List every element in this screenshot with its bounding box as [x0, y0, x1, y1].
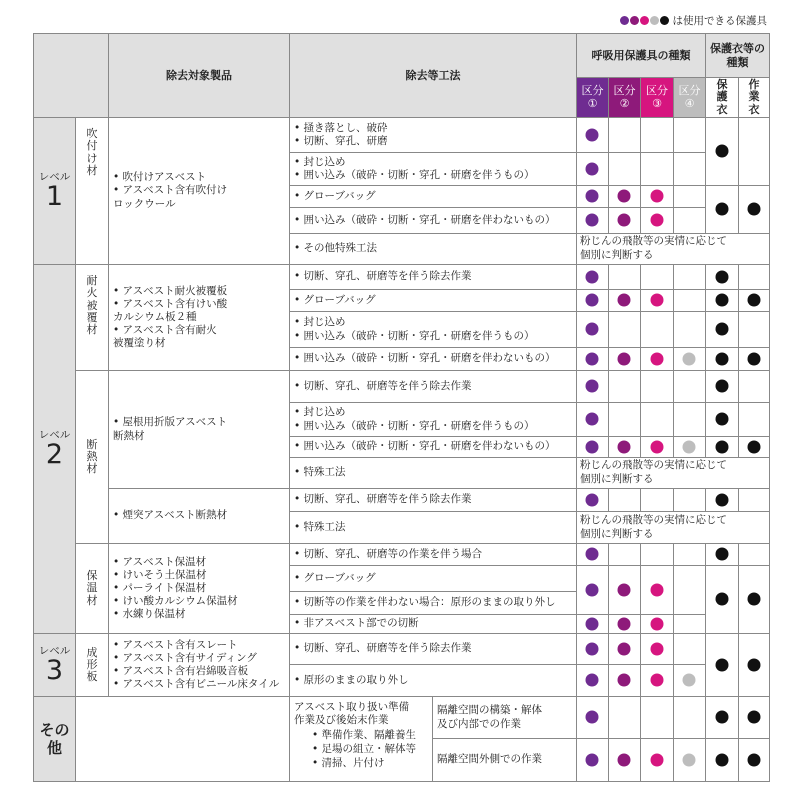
resp-cell-k3-r2 [640, 152, 674, 186]
header-product-text: 除去対象製品 [166, 68, 232, 82]
level-2 [33, 264, 76, 634]
dot-sagyoi-rows-9 [747, 352, 760, 365]
resp-cell-k2-r22 [608, 696, 641, 739]
dot-sagyoi-rows-23 [747, 753, 760, 766]
header-sagyoi [738, 77, 770, 118]
category-c2-text: 耐 火 被 覆 材 [86, 274, 98, 337]
level-label: レベル [38, 170, 71, 183]
resp-cell-k4-r8 [673, 311, 706, 348]
resp-cell-k4-r4 [673, 207, 706, 234]
sagyoi-cell-2 [738, 264, 770, 290]
dot-hogoi-rows-20-21 [715, 658, 728, 671]
header-hogoi [705, 77, 739, 118]
dot-k2-row-9 [618, 352, 631, 365]
method-3-text: • グローブバッグ [294, 189, 376, 202]
method-12 [289, 436, 577, 458]
dot-hogoi-rows-8 [715, 323, 728, 336]
dot-k1-row-11 [586, 413, 599, 426]
product-3-text: • 屋根用折版アスベスト 断熱材 [113, 416, 228, 442]
dot-hogoi-rows-1-2 [715, 145, 728, 158]
other-label-text: その 他 [39, 721, 70, 757]
header-kubun3-text: 区分 ③ [646, 83, 668, 110]
product-2 [108, 264, 290, 371]
method-10 [289, 370, 577, 403]
category-c4-text: 保 温 材 [86, 569, 98, 607]
other-method [289, 696, 433, 782]
method-9 [289, 347, 577, 371]
sagyoi-cell-6 [738, 370, 770, 403]
sagyoi-cell-4 [738, 311, 770, 348]
resp-cell-k2-r16 [608, 543, 641, 566]
dot-hogoi-rows-7 [715, 294, 728, 307]
method-4 [289, 207, 577, 234]
legend-dot-kubun2 [630, 16, 639, 25]
resp-cell-k4-r11 [673, 402, 706, 437]
resp-cell-k4-r10 [673, 370, 706, 403]
method-2 [289, 152, 577, 186]
category-c5-text: 成 形 板 [86, 645, 98, 684]
header-sagyoi-text: 作 業 衣 [748, 77, 760, 116]
dot-k1-row-6 [586, 270, 599, 283]
dot-sagyoi-rows-3-4 [747, 203, 760, 216]
method-2-text: • 封じ込め • 囲い込み（破砕・切断・穿孔・研磨を伴うもの） [294, 155, 535, 181]
sagyoi-cell-0 [738, 117, 770, 186]
resp-cell-k2-r1 [608, 117, 641, 153]
other-label [33, 696, 76, 782]
product-6-text: • アスベスト含有スレート • アスベスト含有サイディング • アスベスト含有岩綿吸音板 • アスベスト含有ビニール床タイル [113, 638, 280, 691]
note-1-text: 粉じんの飛散等の実情に応じて 個別に判断する [580, 235, 727, 261]
header-method [289, 33, 577, 118]
legend-dot-kubun4 [650, 16, 659, 25]
sagyoi-cell-10 [738, 543, 770, 566]
method-16 [289, 543, 577, 566]
method-8-text: • 封じ込め • 囲い込み（破砕・切断・穿孔・研磨を伴うもの） [294, 316, 535, 342]
resp-cell-k2-r2 [608, 152, 641, 186]
product-5-text: • アスベスト保温材 • けいそう土保温材 • パーライト保温材 • けい酸カルシウム保温材 • 水練り保温材 [113, 555, 238, 621]
resp-cell-k4-r16 [673, 543, 706, 566]
other-method-sub: • 準備作業、隔離養生 • 足場の組立・解体等 • 清掃、片付け [312, 729, 417, 769]
resp-cell-k3-r6 [640, 264, 674, 290]
note-1 [576, 233, 770, 265]
legend-text: は使用できる保護具 [672, 15, 767, 27]
method-6 [289, 264, 577, 290]
method-17 [289, 565, 577, 592]
header-method-text: 除去等工法 [405, 68, 461, 82]
product-6 [108, 633, 290, 697]
dot-hogoi-rows-16 [715, 548, 728, 561]
dot-k3-row-23 [650, 753, 663, 766]
note-3-text: 粉じんの飛散等の実情に応じて 個別に判断する [580, 513, 727, 540]
dot-hogoi-rows-10 [715, 380, 728, 393]
category-c3-text: 断 熱 材 [86, 437, 98, 476]
category-c5 [75, 633, 109, 697]
method-13-text: • 特殊工法 [294, 466, 346, 479]
product-4-text: • 煙突アスベスト断熱材 [113, 509, 228, 522]
dot-k3-row-17-18 [650, 583, 663, 596]
legend-dot-kubun3 [640, 16, 649, 25]
resp-cell-k4-r14 [673, 488, 706, 512]
method-7-text: • グローブバッグ [294, 293, 376, 306]
dot-k2-row-17-18 [618, 583, 631, 596]
header-kubun1-text: 区分 ① [581, 83, 604, 110]
header-kubun4-text: 区分 ④ [678, 83, 701, 110]
header-hogoi-text: 保 護 衣 [716, 77, 728, 116]
method-16-text: • 切断、穿孔、研磨等の作業を伴う場合 [294, 547, 483, 560]
category-c1-text: 吹 付 け 材 [86, 127, 98, 177]
method-21 [289, 664, 577, 697]
resp-cell-k3-r1 [640, 117, 674, 153]
method-3 [289, 185, 577, 208]
header-product [108, 33, 290, 118]
resp-cell-k2-r11 [608, 402, 641, 437]
dot-k2-row-19 [618, 617, 631, 630]
dot-hogoi-rows-9 [715, 352, 728, 365]
product-5 [108, 543, 290, 634]
level-number: 3 [45, 655, 64, 687]
method-1 [289, 117, 577, 153]
method-14 [289, 488, 577, 512]
resp-cell-k4-r7 [673, 289, 706, 312]
header-kubun1 [576, 77, 609, 118]
dot-k1-row-3 [586, 190, 599, 203]
dot-hogoi-rows-23 [715, 753, 728, 766]
legend-dot-black [660, 16, 669, 25]
sagyoi-cell-7 [738, 402, 770, 437]
dot-hogoi-rows-11 [715, 413, 728, 426]
product-1-text: • 吹付けアスベスト • アスベスト含有吹付け ロックウール [113, 171, 228, 210]
dot-k1-row-4 [586, 214, 599, 227]
dot-k4-row-12 [683, 440, 696, 453]
resp-cell-k4-r17 [673, 565, 706, 615]
dot-k1-row-10 [586, 380, 599, 393]
other-method-main: アスベスト取り扱い準備 作業及び後始末作業 [294, 701, 410, 727]
product-4 [108, 488, 290, 544]
product-1 [108, 117, 290, 265]
resp-cell-k4-r1 [673, 117, 706, 153]
dot-k3-row-4 [650, 214, 663, 227]
method-12-text: • 囲い込み（破砕・切断・穿孔・研磨を伴わないもの） [294, 440, 556, 453]
dot-k1-row-21 [586, 674, 599, 687]
dot-k2-row-23 [618, 753, 631, 766]
method-21-text: • 原形のままの取り外し [294, 673, 409, 686]
dot-k1-row-20 [586, 642, 599, 655]
dot-k1-row-16 [586, 548, 599, 561]
dot-k2-row-3 [618, 190, 631, 203]
dot-sagyoi-rows-12 [747, 440, 760, 453]
method-15-text: • 特殊工法 [294, 520, 346, 533]
dot-k4-row-23 [683, 753, 696, 766]
resp-cell-k4-r22 [673, 696, 706, 739]
sagyoi-cell-9 [738, 488, 770, 512]
protective-equipment-table [33, 33, 769, 781]
resp-cell-k3-r16 [640, 543, 674, 566]
dot-k1-row-8 [586, 323, 599, 336]
other-method-b [432, 738, 577, 782]
dot-sagyoi-rows-17-19 [747, 593, 760, 606]
resp-cell-k3-r14 [640, 488, 674, 512]
resp-cell-k2-r6 [608, 264, 641, 290]
dot-sagyoi-rows-20-21 [747, 658, 760, 671]
method-6-text: • 切断、穿孔、研磨等を伴う除去作業 [294, 270, 472, 283]
resp-cell-k3-r11 [640, 402, 674, 437]
dot-k3-row-19 [650, 617, 663, 630]
resp-cell-k2-r10 [608, 370, 641, 403]
resp-cell-k3-r10 [640, 370, 674, 403]
method-9-text: • 囲い込み（破砕・切断・穿孔・研磨を伴わないもの） [294, 352, 556, 365]
legend-dot-kubun1 [620, 16, 629, 25]
product-3 [108, 370, 290, 489]
note-2 [576, 457, 770, 489]
dot-k1-row-19 [586, 617, 599, 630]
method-14-text: • 切断、穿孔、研磨等を伴う除去作業 [294, 493, 472, 506]
resp-cell-k3-r22 [640, 696, 674, 739]
resp-cell-k3-r8 [640, 311, 674, 348]
resp-cell-k2-r14 [608, 488, 641, 512]
dot-k1-row-12 [586, 440, 599, 453]
dot-k3-row-3 [650, 190, 663, 203]
method-11 [289, 402, 577, 437]
header-respirator-text: 呼吸用保護具の種類 [591, 48, 691, 62]
other-product-blank [75, 696, 290, 782]
dot-hogoi-rows-22 [715, 711, 728, 724]
method-10-text: • 切断、穿孔、研磨等を伴う除去作業 [294, 379, 472, 392]
category-c4 [75, 543, 109, 634]
method-11-text: • 封じ込め • 囲い込み（破砕・切断・穿孔・研磨を伴うもの） [294, 406, 535, 432]
header-kubun2-text: 区分 ② [613, 83, 636, 110]
dot-k3-row-20 [650, 642, 663, 655]
dot-sagyoi-rows-22 [747, 711, 760, 724]
header-kubun4 [673, 77, 706, 118]
level-label: レベル [38, 644, 71, 657]
dot-k2-row-7 [618, 294, 631, 307]
dot-hogoi-rows-14 [715, 493, 728, 506]
dot-k2-row-12 [618, 440, 631, 453]
method-20 [289, 633, 577, 665]
category-c1 [75, 117, 109, 265]
note-3 [576, 511, 770, 544]
header-clothing [705, 33, 770, 78]
dot-k3-row-9 [650, 352, 663, 365]
resp-cell-k4-r6 [673, 264, 706, 290]
method-19 [289, 614, 577, 634]
dot-k3-row-12 [650, 440, 663, 453]
method-5-text: • その他特殊工法 [294, 242, 378, 255]
level-number: 2 [45, 439, 64, 471]
dot-hogoi-rows-6 [715, 270, 728, 283]
header-clothing-text: 保護衣等の種類 [710, 41, 765, 69]
header-respirator [576, 33, 706, 78]
dot-k2-row-4 [618, 214, 631, 227]
dot-k3-row-7 [650, 294, 663, 307]
dot-k1-row-1 [586, 128, 599, 141]
category-c2 [75, 264, 109, 371]
level-label: レベル [38, 428, 71, 441]
level-1 [33, 117, 76, 265]
method-7 [289, 289, 577, 312]
method-5 [289, 233, 577, 265]
other-method-a-text: 隔離空間の構築・解体 及び内部での作業 [437, 704, 542, 730]
legend [620, 13, 768, 28]
resp-cell-k4-r20 [673, 633, 706, 665]
resp-cell-k4-r19 [673, 614, 706, 634]
level-3 [33, 633, 76, 697]
method-18 [289, 591, 577, 615]
dot-k1-row-23 [586, 753, 599, 766]
method-15 [289, 511, 577, 544]
dot-k1-row-14 [586, 493, 599, 506]
method-4-text: • 囲い込み（破砕・切断・穿孔・研磨を伴わないもの） [294, 213, 556, 226]
dot-k1-row-2 [586, 162, 599, 175]
method-19-text: • 非アスベスト部での切断 [294, 617, 419, 630]
dot-hogoi-rows-17-19 [715, 593, 728, 606]
dot-k1-row-7 [586, 294, 599, 307]
other-method-a [432, 696, 577, 739]
dot-k2-row-21 [618, 674, 631, 687]
note-2-text: 粉じんの飛散等の実情に応じて 個別に判断する [580, 459, 727, 485]
other-method-b-text: 隔離空間外側での作業 [437, 753, 542, 766]
category-c3 [75, 370, 109, 544]
method-13 [289, 457, 577, 489]
dot-k2-row-20 [618, 642, 631, 655]
method-18-text: • 切断等の作業を伴わない場合：原形のままの取り外し [294, 596, 556, 609]
dot-k4-row-21 [683, 674, 696, 687]
dot-sagyoi-rows-7 [747, 294, 760, 307]
resp-cell-k2-r8 [608, 311, 641, 348]
dot-hogoi-rows-3-4 [715, 203, 728, 216]
header-kubun3 [640, 77, 674, 118]
dot-k3-row-21 [650, 674, 663, 687]
dot-k1-row-22 [586, 711, 599, 724]
dot-hogoi-rows-12 [715, 440, 728, 453]
level-number: 1 [45, 181, 64, 213]
method-17-text: • グローブバッグ [294, 571, 376, 584]
dot-k1-row-9 [586, 352, 599, 365]
method-1-text: • 掻き落とし、破砕 • 切断、穿孔、研磨 [294, 121, 388, 147]
dot-k1-row-17-18 [586, 583, 599, 596]
dot-k4-row-9 [683, 352, 696, 365]
resp-cell-k4-r3 [673, 185, 706, 208]
product-2-text: • アスベスト耐火被覆板 • アスベスト含有けい酸 カルシウム板２種 • アスベスト含有耐火 被覆塗り材 [113, 284, 228, 350]
header-kubun2 [608, 77, 641, 118]
method-8 [289, 311, 577, 348]
header-corner [33, 33, 109, 118]
resp-cell-k4-r2 [673, 152, 706, 186]
method-20-text: • 切断、穿孔、研磨等を伴う除去作業 [294, 642, 472, 655]
